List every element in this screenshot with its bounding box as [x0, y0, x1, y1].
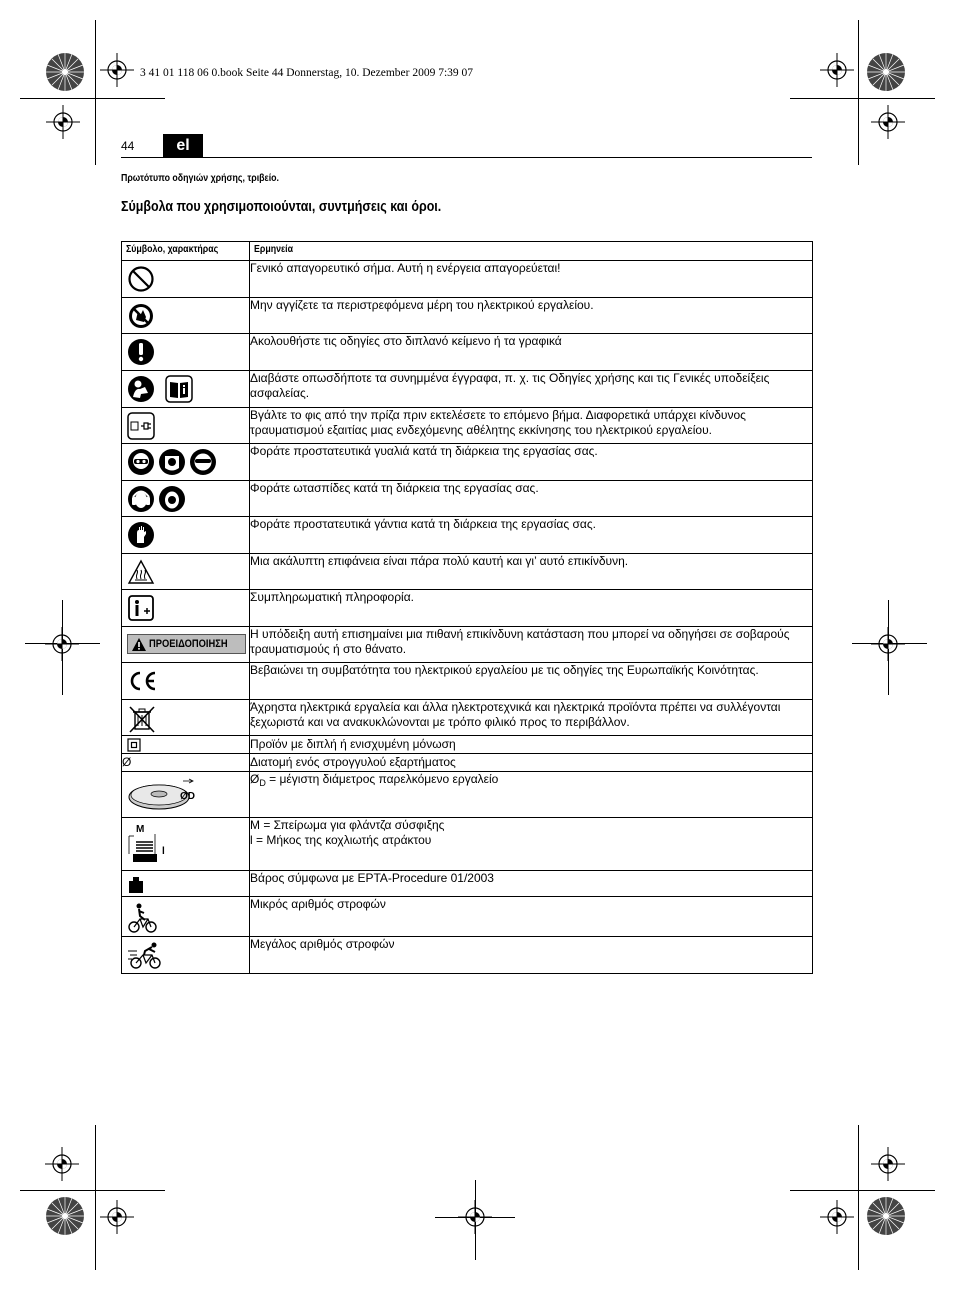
table-row: [122, 627, 813, 663]
warning-badge: [127, 634, 246, 654]
table-row: [122, 663, 813, 700]
fast-cyclist-icon: [127, 941, 165, 971]
warning-badge-label: ΠΡΟΕΙΔΟΠΟΙΗΣΗ: [149, 638, 228, 650]
meaning-text: Διαβάστε οπωσδήποτε τα συνημμένα έγγραφα, π. χ. τις Οδηγίες χρήσης και τις Γενικές υποδείξεις ασφαλείας.: [250, 371, 813, 408]
color-star-target-icon: [866, 1196, 906, 1236]
spindle-thread-icon: [127, 824, 169, 866]
meaning-text: Βεβαιώνει τη συμβατότητα του ηλεκτρικού εργαλείου με τις οδηγίες της Ευρωπαϊκής Κοινότητας.: [250, 663, 813, 700]
color-star-target-icon: [866, 52, 906, 92]
table-row: [122, 408, 813, 444]
table-row: [122, 590, 813, 627]
unplug-icon: [127, 412, 155, 440]
table-header-row: [122, 242, 813, 261]
registration-target-icon: [99, 52, 135, 88]
column-header-meaning: Ερμηνεία: [250, 242, 813, 261]
table-row: [122, 871, 813, 897]
registration-target-icon: [44, 1146, 80, 1182]
meaning-text: Φοράτε προστατευτικά γάντια κατά τη διάρκεια της εργασίας σας.: [250, 517, 813, 554]
safety-glasses-icon: [189, 448, 217, 476]
registration-target-icon: [819, 1199, 855, 1235]
registration-target-icon: [870, 626, 906, 662]
table-row: [122, 818, 813, 871]
weight-icon: [127, 876, 145, 894]
color-star-target-icon: [45, 1196, 85, 1236]
slow-cyclist-icon: [127, 901, 159, 935]
meaning-text-body: = μέγιστη διάμετρος παρελκόμενο εργαλείο: [265, 772, 499, 786]
table-row: [122, 371, 813, 408]
no-touch-rotating-parts-icon: [127, 302, 155, 330]
prohibition-icon: [127, 265, 155, 293]
table-row: [122, 937, 813, 974]
weee-bin-icon: [127, 704, 157, 734]
table-row: [122, 736, 813, 754]
column-header-symbol: Σύμβολο, χαρακτήρας: [122, 242, 250, 261]
ce-mark-icon: [127, 667, 159, 695]
table-row: [122, 554, 813, 590]
goggles-icon: [127, 448, 155, 476]
section-heading: Σύμβολα που χρησιμοποιούνται, συντμήσεις και όροι.: [121, 199, 442, 215]
meaning-text: Βάρος σύμφωνα με EPTA-Procedure 01/2003: [250, 871, 813, 897]
ear-protection-side-icon: [158, 485, 186, 513]
registration-target-icon: [870, 1146, 906, 1182]
meaning-text: [250, 818, 813, 871]
meaning-line: l = Μήκος της κοχλιωτής ατράκτου: [250, 833, 432, 847]
page-number: 44: [121, 139, 135, 153]
read-manual-person-icon: [127, 375, 155, 403]
meaning-text: Φοράτε ωτασπίδες κατά τη διάρκεια της εργασίας σας.: [250, 481, 813, 517]
registration-target-icon: [870, 104, 906, 140]
meaning-text: Ακολουθήστε τις οδηγίες στο διπλανό κείμενο ή τα γραφικά: [250, 334, 813, 371]
meaning-text: Προϊόν με διπλή ή ενισχυμένη μόνωση: [250, 736, 813, 754]
table-row: [122, 481, 813, 517]
meaning-line: M = Σπείρωμα για φλάντζα σύσφιξης: [250, 818, 445, 832]
table-row: [122, 444, 813, 481]
warning-triangle-icon: [132, 638, 146, 651]
read-manual-book-icon: [165, 375, 193, 403]
meaning-text: Άχρηστα ηλεκτρικά εργαλεία και άλλα ηλεκτροτεχνικά και ηλεκτρικά προϊόντα πρέπει να συλλέγονται ξεχωριστά και να ανακυκλώνονται με τρόπο φιλικό προς το περιβάλλον.: [250, 700, 813, 736]
table-row: [122, 700, 813, 736]
table-row: [122, 334, 813, 371]
meaning-text: Φοράτε προστατευτικά γυαλιά κατά τη διάρκεια της εργασίας σας.: [250, 444, 813, 481]
diameter-symbol: Ø: [122, 754, 250, 772]
face-shield-icon: [158, 448, 186, 476]
table-row: [122, 261, 813, 298]
meaning-text: Γενικό απαγορευτικό σήμα. Αυτή η ενέργεια απαγορεύεται!: [250, 261, 813, 298]
meaning-text: Η υπόδειξη αυτή επισημαίνει μια πιθανή επικίνδυνη κατάσταση που μπορεί να οδηγήσει σε σοβαρούς τραυματισμούς ή στο θάνατο.: [250, 627, 813, 663]
meaning-text: Μια ακάλυπτη επιφάνεια είναι πάρα πολύ καυτή και γι’ αυτό επικίνδυνη.: [250, 554, 813, 590]
symbols-table: [121, 241, 813, 974]
meaning-text: Βγάλτε το φις από την πρίζα πριν εκτελέσετε το επόμενο βήμα. Διαφορετικά υπάρχει κίνδυνος τραυματισμού εξαιτίας μιας ενδεχόμενης αθέλητης εκκίνησης του ηλεκτρικού εργαλείου.: [250, 408, 813, 444]
registration-target-icon: [457, 1199, 493, 1235]
diameter-sign: Ø: [250, 772, 260, 786]
table-row: [122, 298, 813, 334]
meaning-text: Μεγάλος αριθμός στροφών: [250, 937, 813, 974]
table-row: [122, 517, 813, 554]
print-header: 3 41 01 118 06 0.book Seite 44 Donnerstag, 10. Dezember 2009 7:39 07: [140, 67, 474, 79]
double-insulation-icon: [127, 738, 141, 752]
registration-target-icon: [819, 52, 855, 88]
color-star-target-icon: [45, 52, 85, 92]
registration-target-icon: [99, 1199, 135, 1235]
meaning-text: Μην αγγίζετε τα περιστρεφόμενα μέρη του ηλεκτρικού εργαλείου.: [250, 298, 813, 334]
info-icon: [127, 594, 155, 622]
diameter-subscript: D: [259, 778, 266, 788]
meaning-text: Μικρός αριθμός στροφών: [250, 897, 813, 937]
meaning-text: Διατομή ενός στρογγυλού εξαρτήματος: [250, 754, 813, 772]
disc-diameter-label: ØD: [180, 791, 195, 802]
thread-label-l: l: [162, 846, 165, 857]
document-subtitle: Πρωτότυπο οδηγιών χρήσης, τριβείο.: [121, 173, 279, 184]
registration-target-icon: [44, 626, 80, 662]
table-row: [122, 754, 813, 772]
meaning-text: Συμπληρωματική πληροφορία.: [250, 590, 813, 627]
exclamation-icon: [127, 338, 155, 366]
gloves-icon: [127, 521, 155, 549]
ear-protection-icon: [127, 485, 155, 513]
table-row: [122, 772, 813, 818]
table-row: [122, 897, 813, 937]
hot-surface-icon: [127, 558, 155, 586]
meaning-text: [250, 772, 813, 818]
thread-label-m: M: [136, 824, 145, 835]
language-badge: el: [163, 134, 203, 157]
registration-target-icon: [45, 104, 81, 140]
header-rule: [121, 157, 812, 158]
